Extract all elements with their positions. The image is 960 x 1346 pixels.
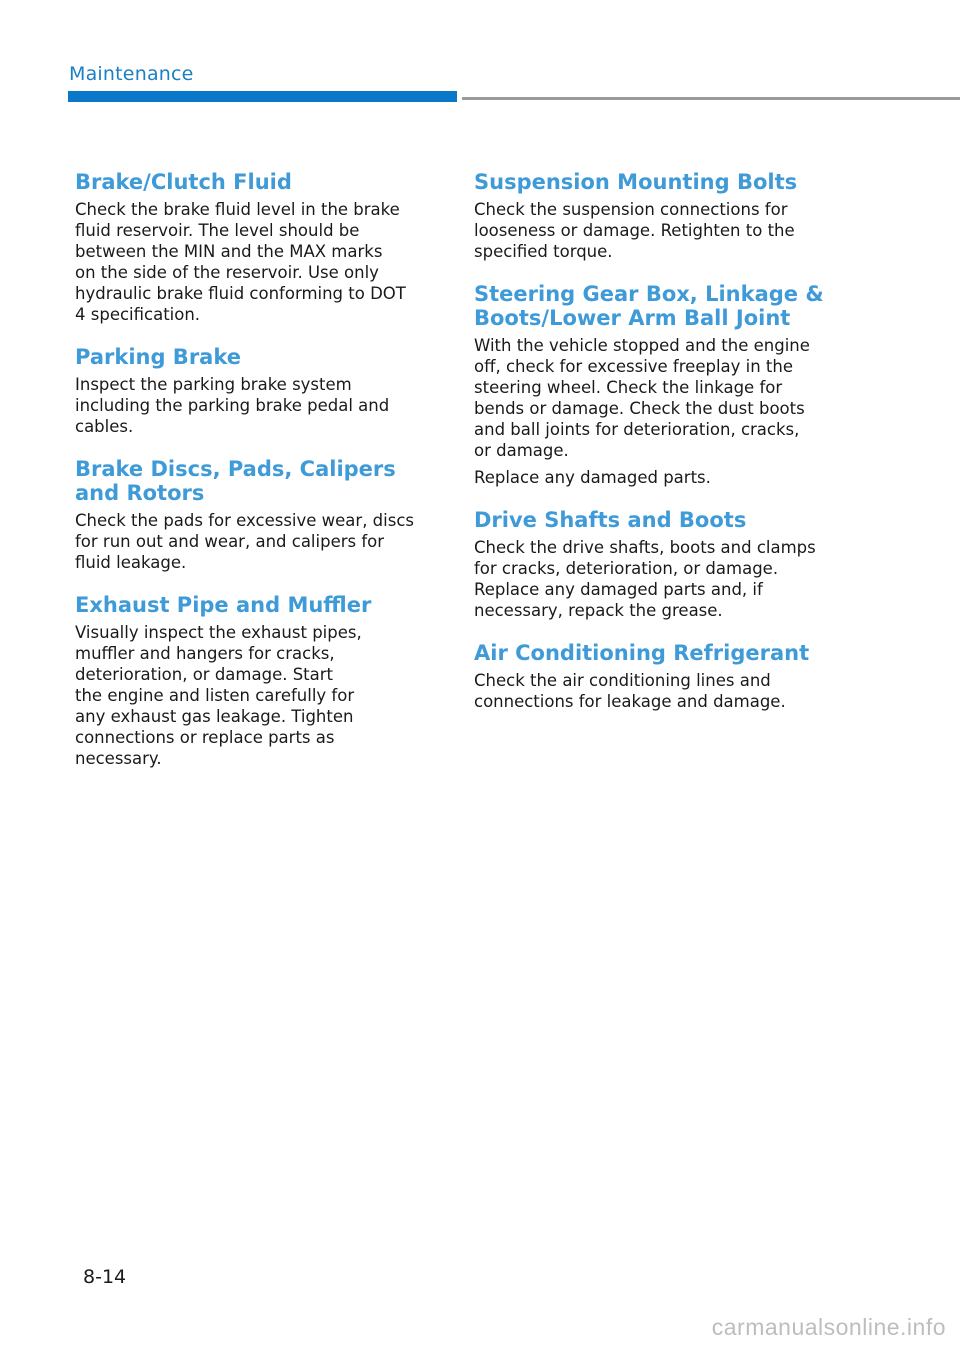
section-paragraph: Inspect the parking brake system including the parking brake pedal and cables. — [75, 375, 390, 436]
section-exhaust-pipe — [75, 593, 445, 769]
section-paragraph: Check the air conditioning lines and connections for leakage and damage. — [474, 671, 786, 711]
section-ac-refrigerant — [474, 641, 844, 712]
section-paragraph: Check the pads for excessive wear, discs for run out and wear, and calipers for fluid leakage. — [75, 511, 415, 572]
section-suspension-bolts — [474, 170, 844, 262]
section-brake-discs — [75, 457, 445, 573]
page-number: 8-14 — [83, 1266, 127, 1288]
section-paragraph: Check the suspension connections for looseness or damage. Retighten to the specified torque. — [474, 200, 795, 261]
section-paragraph: Check the brake fluid level in the brake fluid reservoir. The level should be between the MIN and the MAX marks on the side of the reservoir. Use only hydraulic brake fluid conforming to DOT 4 specification. — [75, 200, 406, 324]
section-parking-brake — [75, 345, 445, 437]
section-paragraph: Replace any damaged parts. — [474, 468, 711, 487]
section-paragraph: Visually inspect the exhaust pipes, muffler and hangers for cracks, deterioration, or damage. Start the engine and listen carefully for any exhaust gas leakage. Tighten connections or replace parts as necessary. — [75, 623, 362, 768]
header-accent-bar — [68, 91, 457, 102]
section-steering-gear — [474, 282, 844, 488]
section-title: Air Conditioning Refrigerant — [474, 641, 810, 665]
section-drive-shafts — [474, 508, 844, 621]
right-column — [474, 170, 844, 732]
section-title: Drive Shafts and Boots — [474, 508, 747, 532]
section-title: Parking Brake — [75, 345, 241, 369]
section-title: Brake Discs, Pads, Calipers and Rotors — [75, 457, 396, 505]
section-header-title: Maintenance — [69, 63, 194, 85]
section-title: Steering Gear Box, Linkage & Boots/Lower Arm Ball Joint — [474, 282, 824, 330]
section-title: Brake/Clutch Fluid — [75, 170, 292, 194]
left-column — [75, 170, 445, 789]
section-paragraph: Check the drive shafts, boots and clamps for cracks, deterioration, or damage. Replace any damaged parts and, if necessary, repack the grease. — [474, 538, 816, 620]
section-paragraph: With the vehicle stopped and the engine off, check for excessive freeplay in the steering wheel. Check the linkage for bends or damage. Check the dust boots and ball joints for deterioration, cracks, or damage. — [474, 336, 810, 460]
watermark: carmanualsonline.info — [711, 1314, 946, 1340]
section-brake-clutch-fluid — [75, 170, 445, 325]
header-rule — [462, 97, 960, 100]
section-title: Suspension Mounting Bolts — [474, 170, 798, 194]
section-title: Exhaust Pipe and Muffler — [75, 593, 372, 617]
